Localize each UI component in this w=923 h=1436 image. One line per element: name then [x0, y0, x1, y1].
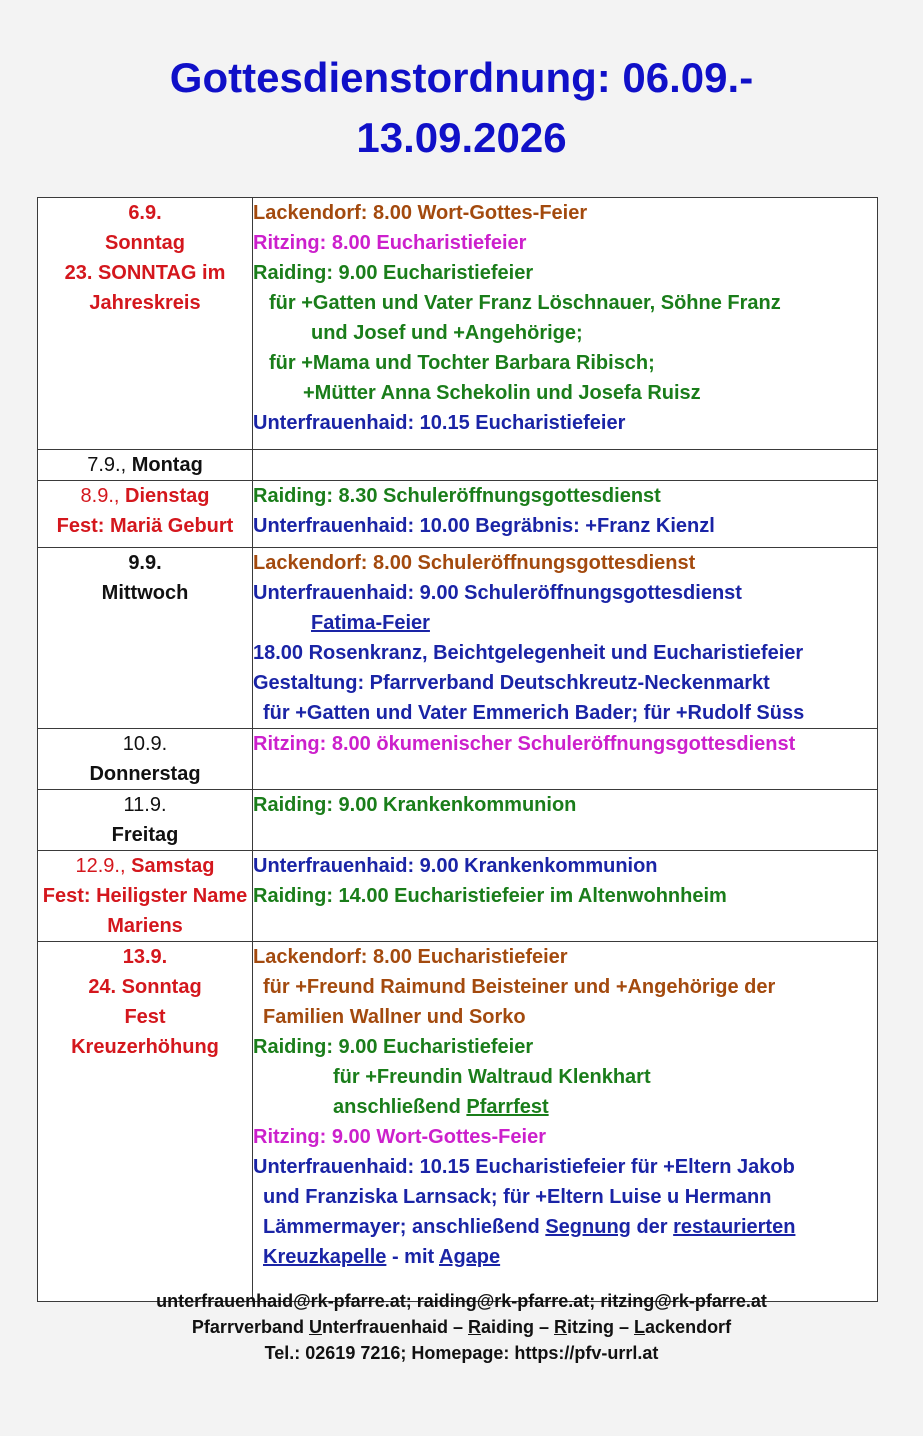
events-cell	[253, 729, 878, 790]
intention-line: +Mütter Anna Schekolin und Josefa Ruisz	[303, 382, 701, 404]
date-weekday: Dienstag	[125, 485, 210, 507]
event-line: Lackendorf: 8.00 Eucharistiefeier	[253, 946, 568, 968]
event-line: Lackendorf: 8.00 Wort-Gottes-Feier	[253, 202, 588, 224]
date-number: 13.9.	[122, 946, 168, 968]
title-line-1: Gottesdienstordnung: 06.09.-	[169, 54, 754, 101]
event-line: Raiding: 9.00 Eucharistiefeier	[253, 262, 534, 284]
date-weekday: Samstag	[131, 855, 215, 877]
verband-prefix: Pfarrverband	[191, 1317, 304, 1337]
events-cell	[253, 942, 878, 1302]
date-feast: Fest: Mariä Geburt	[56, 515, 234, 537]
verband-initial: R	[468, 1317, 482, 1337]
verband-part: aiding –	[481, 1317, 555, 1337]
events-cell	[253, 450, 878, 481]
table-row	[38, 790, 878, 851]
events-cell	[253, 481, 878, 548]
agape-link[interactable]: Agape	[439, 1246, 501, 1268]
date-cell	[38, 942, 253, 1302]
table-row	[38, 851, 878, 942]
event-line: Lackendorf: 8.00 Schuleröffnungsgottesdienst	[253, 552, 696, 574]
date-number: 12.9.,	[75, 855, 126, 877]
segnung-link[interactable]: Segnung	[545, 1216, 631, 1238]
date-cell	[38, 790, 253, 851]
restaurierten-link[interactable]: restaurierten	[673, 1216, 796, 1238]
date-weekday: Freitag	[111, 824, 179, 846]
date-feast: Mariens	[107, 915, 183, 937]
date-weekday: Mittwoch	[101, 582, 189, 604]
event-line: Unterfrauenhaid: 10.00 Begräbnis: +Franz Kienzl	[253, 515, 715, 537]
verband-part: nterfrauenhaid –	[321, 1317, 469, 1337]
date-number: 9.9.	[128, 552, 162, 574]
intention-line: - mit	[391, 1246, 435, 1268]
date-cell	[38, 729, 253, 790]
table-row	[38, 450, 878, 481]
event-line: Unterfrauenhaid: 10.15 Eucharistiefeier für +Eltern Jakob	[253, 1156, 795, 1178]
event-line: Ritzing: 9.00 Wort-Gottes-Feier	[253, 1126, 546, 1148]
date-cell	[38, 450, 253, 481]
events-cell	[253, 851, 878, 942]
date-weekday: 24. Sonntag	[88, 976, 202, 998]
intention-line: für +Gatten und Vater Emmerich Bader; für +Rudolf Süss	[263, 702, 805, 724]
verband-initial: R	[554, 1317, 568, 1337]
event-line: Ritzing: 8.00 Eucharistiefeier	[253, 232, 527, 254]
footer-emails[interactable]: unterfrauenhaid@rk-pfarre.at; raiding@rk-pfarre.at; ritzing@rk-pfarre.at	[156, 1291, 767, 1311]
footer	[0, 1288, 923, 1366]
intention-line: für +Mama und Tochter Barbara Ribisch;	[269, 352, 655, 374]
intention-line: für +Gatten und Vater Franz Löschnauer, Söhne Franz	[269, 292, 781, 314]
intention-line: für +Freundin Waltraud Klenkhart	[333, 1066, 651, 1088]
event-line: Raiding: 9.00 Krankenkommunion	[253, 794, 577, 816]
pfarrfest-link[interactable]: Pfarrfest	[466, 1096, 549, 1118]
date-number: 11.9.	[123, 794, 167, 816]
intention-line: und Franziska Larnsack; für +Eltern Luise u Hermann	[263, 1186, 772, 1208]
event-line: Ritzing: 8.00 ökumenischer Schuleröffnungsgottesdienst	[253, 733, 796, 755]
footer-verband	[0, 1314, 923, 1340]
intention-line: für +Freund Raimund Beisteiner und +Angehörige der	[263, 976, 776, 998]
verband-part: ackendorf	[645, 1317, 732, 1337]
date-cell	[38, 548, 253, 729]
intention-line: und Josef und +Angehörige;	[311, 322, 583, 344]
date-number: 6.9.	[128, 202, 162, 224]
event-line: Raiding: 8.30 Schuleröffnungsgottesdienst	[253, 485, 661, 507]
intention-line: Lämmermayer; anschließend	[263, 1216, 540, 1238]
date-weekday: Sonntag	[105, 232, 185, 254]
page-title	[0, 48, 923, 168]
intention-line: Familien Wallner und Sorko	[263, 1006, 526, 1028]
kreuzkapelle-link[interactable]: Kreuzkapelle	[263, 1246, 387, 1268]
events-cell	[253, 198, 878, 450]
date-weekday: Montag	[131, 454, 203, 476]
date-feast: Fest	[124, 1006, 166, 1028]
title-line-2: 13.09.2026	[356, 114, 567, 161]
verband-initial: U	[308, 1317, 322, 1337]
event-line: Gestaltung: Pfarrverband Deutschkreutz-Neckenmarkt	[253, 672, 770, 694]
fatima-feier-link[interactable]: Fatima-Feier	[311, 612, 430, 634]
date-number: 10.9.	[122, 733, 168, 755]
date-number: 7.9.,	[87, 454, 127, 476]
event-line: Raiding: 14.00 Eucharistiefeier im Altenwohnheim	[253, 885, 727, 907]
events-cell	[253, 548, 878, 729]
date-cell	[38, 198, 253, 450]
date-weekday: Donnerstag	[89, 763, 201, 785]
table-row	[38, 548, 878, 729]
footer-contact[interactable]: Tel.: 02619 7216; Homepage: https://pfv-urrl.at	[264, 1343, 659, 1363]
table-row	[38, 729, 878, 790]
date-cell	[38, 851, 253, 942]
events-cell	[253, 790, 878, 851]
intention-line: der	[636, 1216, 668, 1238]
event-line: Unterfrauenhaid: 9.00 Krankenkommunion	[253, 855, 658, 877]
event-line: Raiding: 9.00 Eucharistiefeier	[253, 1036, 534, 1058]
event-line: Unterfrauenhaid: 9.00 Schuleröffnungsgottesdienst	[253, 582, 742, 604]
date-feast: Fest: Heiligster Name	[42, 885, 248, 907]
date-number: 8.9.,	[80, 485, 120, 507]
intention-line: anschließend	[333, 1096, 461, 1118]
table-row	[38, 942, 878, 1302]
schedule-table	[37, 197, 878, 1302]
verband-initial: L	[634, 1317, 646, 1337]
verband-part: itzing –	[567, 1317, 635, 1337]
event-line: Unterfrauenhaid: 10.15 Eucharistiefeier	[253, 412, 626, 434]
date-feast: 23. SONNTAG im	[64, 262, 226, 284]
date-feast: Jahreskreis	[89, 292, 201, 314]
date-cell	[38, 481, 253, 548]
date-feast: Kreuzerhöhung	[71, 1036, 219, 1058]
table-row	[38, 198, 878, 450]
table-row	[38, 481, 878, 548]
event-line: 18.00 Rosenkranz, Beichtgelegenheit und Eucharistiefeier	[253, 642, 804, 664]
